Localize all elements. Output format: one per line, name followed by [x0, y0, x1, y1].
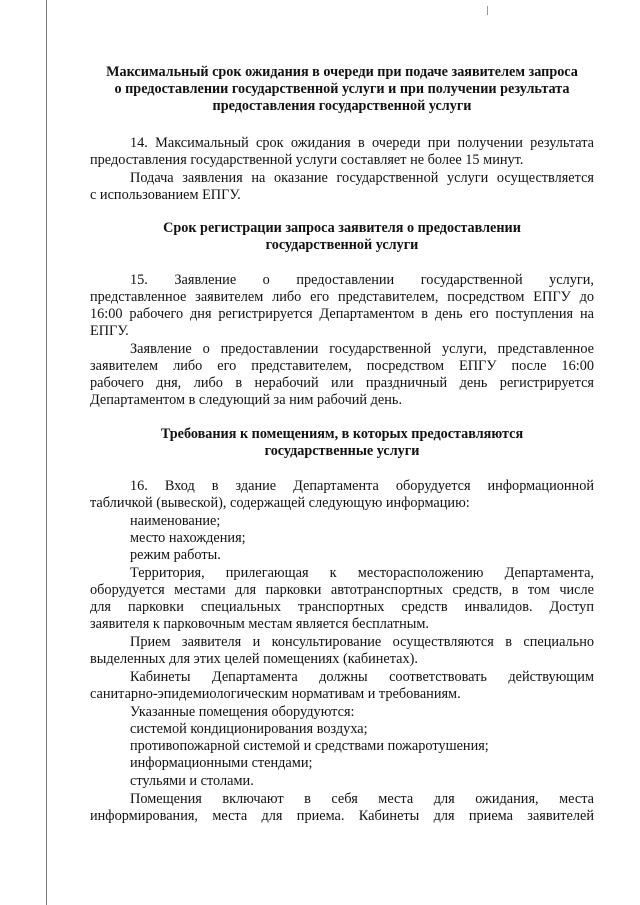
paragraph-equipment-intro: Указанные помещения оборудуются:: [130, 704, 355, 720]
list-item-equipment: информационными стендами;: [130, 755, 313, 771]
paragraph-submission-line: с использованием ЕПГУ.: [90, 187, 241, 203]
paragraph-rooms-line: Помещения включают в себя места для ожидания, места: [130, 791, 594, 807]
paragraph-cabinets-line: Кабинеты Департамента должны соответствовать действующим: [130, 669, 594, 685]
paragraph-after-hours-line: Департаментом в следующий за ним рабочий день.: [90, 392, 403, 408]
paragraph-reception-line: Прием заявителя и консультирование осуществляются в специально: [130, 634, 594, 650]
paragraph-after-hours-line: рабочего дня, либо в нерабочий или праздничный день регистрируется: [90, 375, 594, 391]
list-item-info: место нахождения;: [130, 530, 246, 546]
list-item-equipment: стульями и столами.: [130, 773, 254, 789]
paragraph-15-line: ЕПГУ.: [90, 323, 129, 339]
section-heading-waiting-time: Максимальный срок ожидания в очереди при подаче заявителем запроса о предоставлении государственной услуги и при получении результата предоставления государственной услуги: [106, 64, 578, 114]
paragraph-territory-line: для парковки специальных транспортных средств инвалидов. Доступ: [90, 599, 594, 615]
paragraph-after-hours-line: Заявление о предоставлении государственной услуги, представленное: [130, 341, 594, 357]
paragraph-after-hours-line: заявителем либо его представителем, посредством ЕПГУ после 16:00: [90, 358, 594, 374]
paragraph-15-line: 16:00 рабочего дня регистрируется Департаментом в день его поступления на: [90, 306, 594, 322]
scan-mark: [487, 6, 488, 15]
paragraph-territory-line: Территория, прилегающая к месторасположению Департамента,: [130, 565, 594, 581]
list-item-info: наименование;: [130, 513, 221, 529]
paragraph-territory-line: заявителя к парковочным местам является бесплатным.: [90, 616, 429, 632]
paragraph-territory-line: оборудуется местами для парковки автотранспортных средств, в том числе: [90, 582, 594, 598]
list-item-equipment: системой кондиционирования воздуха;: [130, 721, 368, 737]
paragraph-14-line: 14. Максимальный срок ожидания в очереди при получении результата: [130, 135, 594, 151]
paragraph-16-line: 16. Вход в здание Департамента оборудуется информационной: [130, 478, 594, 494]
paragraph-rooms-line: информирования, места для приема. Кабинеты для приема заявителей: [90, 808, 594, 824]
paragraph-cabinets-line: санитарно-эпидемиологическим нормативам и требованиям.: [90, 686, 461, 702]
paragraph-reception-line: выделенных для этих целей помещениях (кабинетах).: [90, 651, 418, 667]
list-item-equipment: противопожарной системой и средствами пожаротушения;: [130, 738, 489, 754]
section-heading-registration: Срок регистрации запроса заявителя о предоставлении государственной услуги: [163, 220, 521, 253]
list-item-info: режим работы.: [130, 547, 221, 563]
left-margin-line: [46, 0, 47, 905]
paragraph-15-line: представленное заявителем либо его представителем, посредством ЕПГУ до: [90, 289, 594, 305]
paragraph-16-line: табличкой (вывеской), содержащей следующую информацию:: [90, 495, 470, 511]
section-heading-premises: Требования к помещениям, в которых предоставляются государственные услуги: [160, 426, 524, 459]
paragraph-submission-line: Подача заявления на оказание государственной услуги осуществляется: [130, 170, 594, 186]
paragraph-15-line: 15. Заявление о предоставлении государственной услуги,: [130, 272, 594, 288]
paragraph-14-line: предоставления государственной услуги составляет не более 15 минут.: [90, 152, 524, 168]
